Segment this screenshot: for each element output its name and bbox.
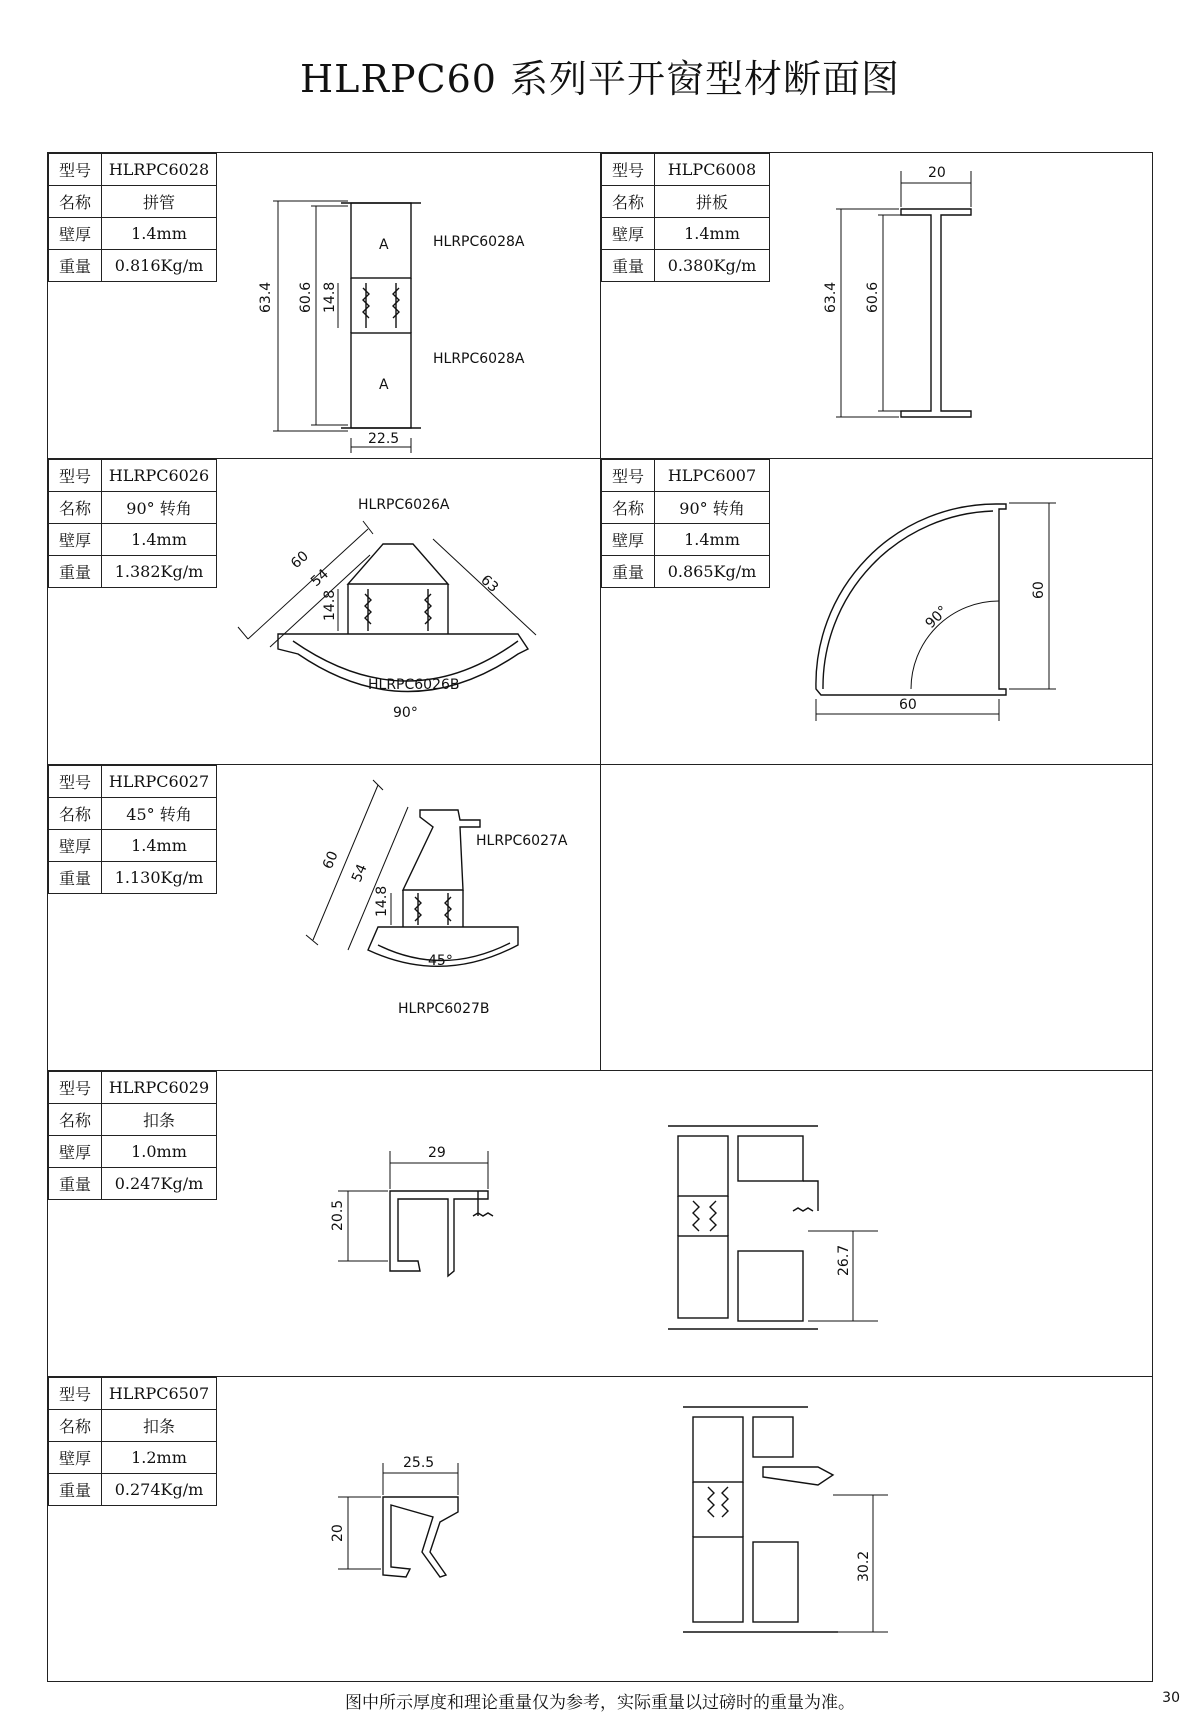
value-name: 90° 转角 [655, 492, 770, 524]
dimension-label: 63 [477, 572, 502, 596]
value-weight: 1.130Kg/m [102, 862, 217, 894]
dimension-label: 90° [393, 705, 418, 721]
label-wall: 壁厚 [49, 1136, 102, 1168]
part-label: HLRPC6027B [398, 1001, 490, 1017]
value-wall: 1.4mm [655, 524, 770, 556]
row-2 [48, 459, 1152, 765]
label-model: 型号 [49, 766, 102, 798]
dimension-label: 14.8 [322, 281, 338, 313]
dimension-label: 60 [287, 548, 312, 572]
dimension-label: 60 [1031, 581, 1047, 599]
cell-hlpc6007 [601, 459, 1154, 764]
value-wall: 1.2mm [102, 1442, 217, 1474]
cell-hlrpc6028 [48, 153, 601, 458]
label-name: 名称 [49, 1410, 102, 1442]
label-name: 名称 [49, 1104, 102, 1136]
dimension-label: 20 [330, 1524, 346, 1542]
footer-note: 图中所示厚度和理论重量仅为参考，实际重量以过磅时的重量为准。 [345, 1693, 855, 1713]
dimension-label: 60 [319, 848, 342, 872]
part-label: HLRPC6028A [433, 234, 525, 250]
value-name: 拼板 [655, 186, 770, 218]
page-number: 30 [1162, 1690, 1180, 1706]
profile-drawing [48, 1377, 1154, 1683]
dimension-label: 60.6 [865, 281, 881, 313]
label-wall: 壁厚 [49, 1442, 102, 1474]
value-model: HLRPC6027 [102, 766, 217, 798]
value-model: HLPC6007 [655, 460, 770, 492]
cell-hlrpc6507 [48, 1377, 1152, 1683]
label-model: 型号 [602, 460, 655, 492]
label-wall: 壁厚 [49, 218, 102, 250]
label-weight: 重量 [49, 1474, 102, 1506]
value-wall: 1.0mm [102, 1136, 217, 1168]
label-wall: 壁厚 [49, 830, 102, 862]
label-model: 型号 [602, 154, 655, 186]
label-model: 型号 [49, 460, 102, 492]
dimension-label: 45° [428, 953, 453, 969]
cell-empty [601, 765, 1154, 1070]
cell-hlrpc6027 [48, 765, 601, 1070]
value-weight: 1.382Kg/m [102, 556, 217, 588]
label-model: 型号 [49, 154, 102, 186]
part-label: HLRPC6028A [433, 351, 525, 367]
dimension-label: 63.4 [823, 281, 839, 313]
label-name: 名称 [49, 492, 102, 524]
dimension-label: 14.8 [322, 589, 338, 621]
part-label: HLRPC6026A [358, 497, 450, 513]
row-4 [48, 1071, 1152, 1377]
profile-grid [47, 152, 1153, 1682]
cell-hlpc6008 [601, 153, 1154, 458]
label-name: 名称 [49, 798, 102, 830]
profile-drawing [601, 459, 1154, 765]
profile-drawing [48, 1071, 1154, 1377]
dimension-label: 54 [307, 566, 332, 590]
value-weight: 0.274Kg/m [102, 1474, 217, 1506]
row-1 [48, 153, 1152, 459]
label-model: 型号 [49, 1378, 102, 1410]
label-name: 名称 [602, 492, 655, 524]
section-label-a: A [379, 377, 389, 393]
value-wall: 1.4mm [102, 830, 217, 862]
value-name: 拼管 [102, 186, 217, 218]
label-wall: 壁厚 [49, 524, 102, 556]
label-weight: 重量 [602, 556, 655, 588]
dimension-label: 14.8 [374, 885, 390, 917]
value-weight: 0.247Kg/m [102, 1168, 217, 1200]
dimension-label: 60.6 [298, 281, 314, 313]
value-wall: 1.4mm [102, 524, 217, 556]
label-name: 名称 [602, 186, 655, 218]
dimension-label: 25.5 [403, 1455, 435, 1471]
row-5 [48, 1377, 1152, 1683]
value-model: HLPC6008 [655, 154, 770, 186]
dimension-label: 60 [899, 697, 917, 713]
label-model: 型号 [49, 1072, 102, 1104]
value-name: 45° 转角 [102, 798, 217, 830]
value-weight: 0.816Kg/m [102, 250, 217, 282]
part-label: HLRPC6027A [476, 833, 568, 849]
label-weight: 重量 [49, 1168, 102, 1200]
value-name: 90° 转角 [102, 492, 217, 524]
label-name: 名称 [49, 186, 102, 218]
dimension-label: 20 [928, 165, 946, 181]
cell-hlrpc6029 [48, 1071, 1152, 1376]
cell-hlrpc6026 [48, 459, 601, 764]
value-weight: 0.380Kg/m [655, 250, 770, 282]
section-label-a: A [379, 237, 389, 253]
profile-drawing [48, 459, 601, 765]
dimension-label: 20.5 [330, 1199, 346, 1231]
dimension-label: 26.7 [836, 1244, 852, 1276]
dimension-label: 22.5 [368, 431, 400, 447]
profile-drawing [48, 153, 601, 459]
value-model: HLRPC6026 [102, 460, 217, 492]
label-wall: 壁厚 [602, 218, 655, 250]
value-weight: 0.865Kg/m [655, 556, 770, 588]
part-label: HLRPC6026B [368, 677, 460, 693]
value-name: 扣条 [102, 1410, 217, 1442]
value-model: HLRPC6028 [102, 154, 217, 186]
page-title: HLRPC60 系列平开窗型材断面图 [299, 57, 901, 101]
label-wall: 壁厚 [602, 524, 655, 556]
value-name: 扣条 [102, 1104, 217, 1136]
dimension-label: 90° [922, 602, 952, 632]
label-weight: 重量 [602, 250, 655, 282]
dimension-label: 29 [428, 1145, 446, 1161]
value-wall: 1.4mm [655, 218, 770, 250]
dimension-label: 30.2 [856, 1550, 872, 1582]
dimension-label: 54 [348, 861, 371, 885]
dimension-label: 63.4 [258, 281, 274, 313]
label-weight: 重量 [49, 250, 102, 282]
value-model: HLRPC6507 [102, 1378, 217, 1410]
label-weight: 重量 [49, 556, 102, 588]
row-3 [48, 765, 1152, 1071]
value-wall: 1.4mm [102, 218, 217, 250]
label-weight: 重量 [49, 862, 102, 894]
value-model: HLRPC6029 [102, 1072, 217, 1104]
profile-drawing [601, 153, 1154, 459]
profile-drawing [48, 765, 601, 1071]
